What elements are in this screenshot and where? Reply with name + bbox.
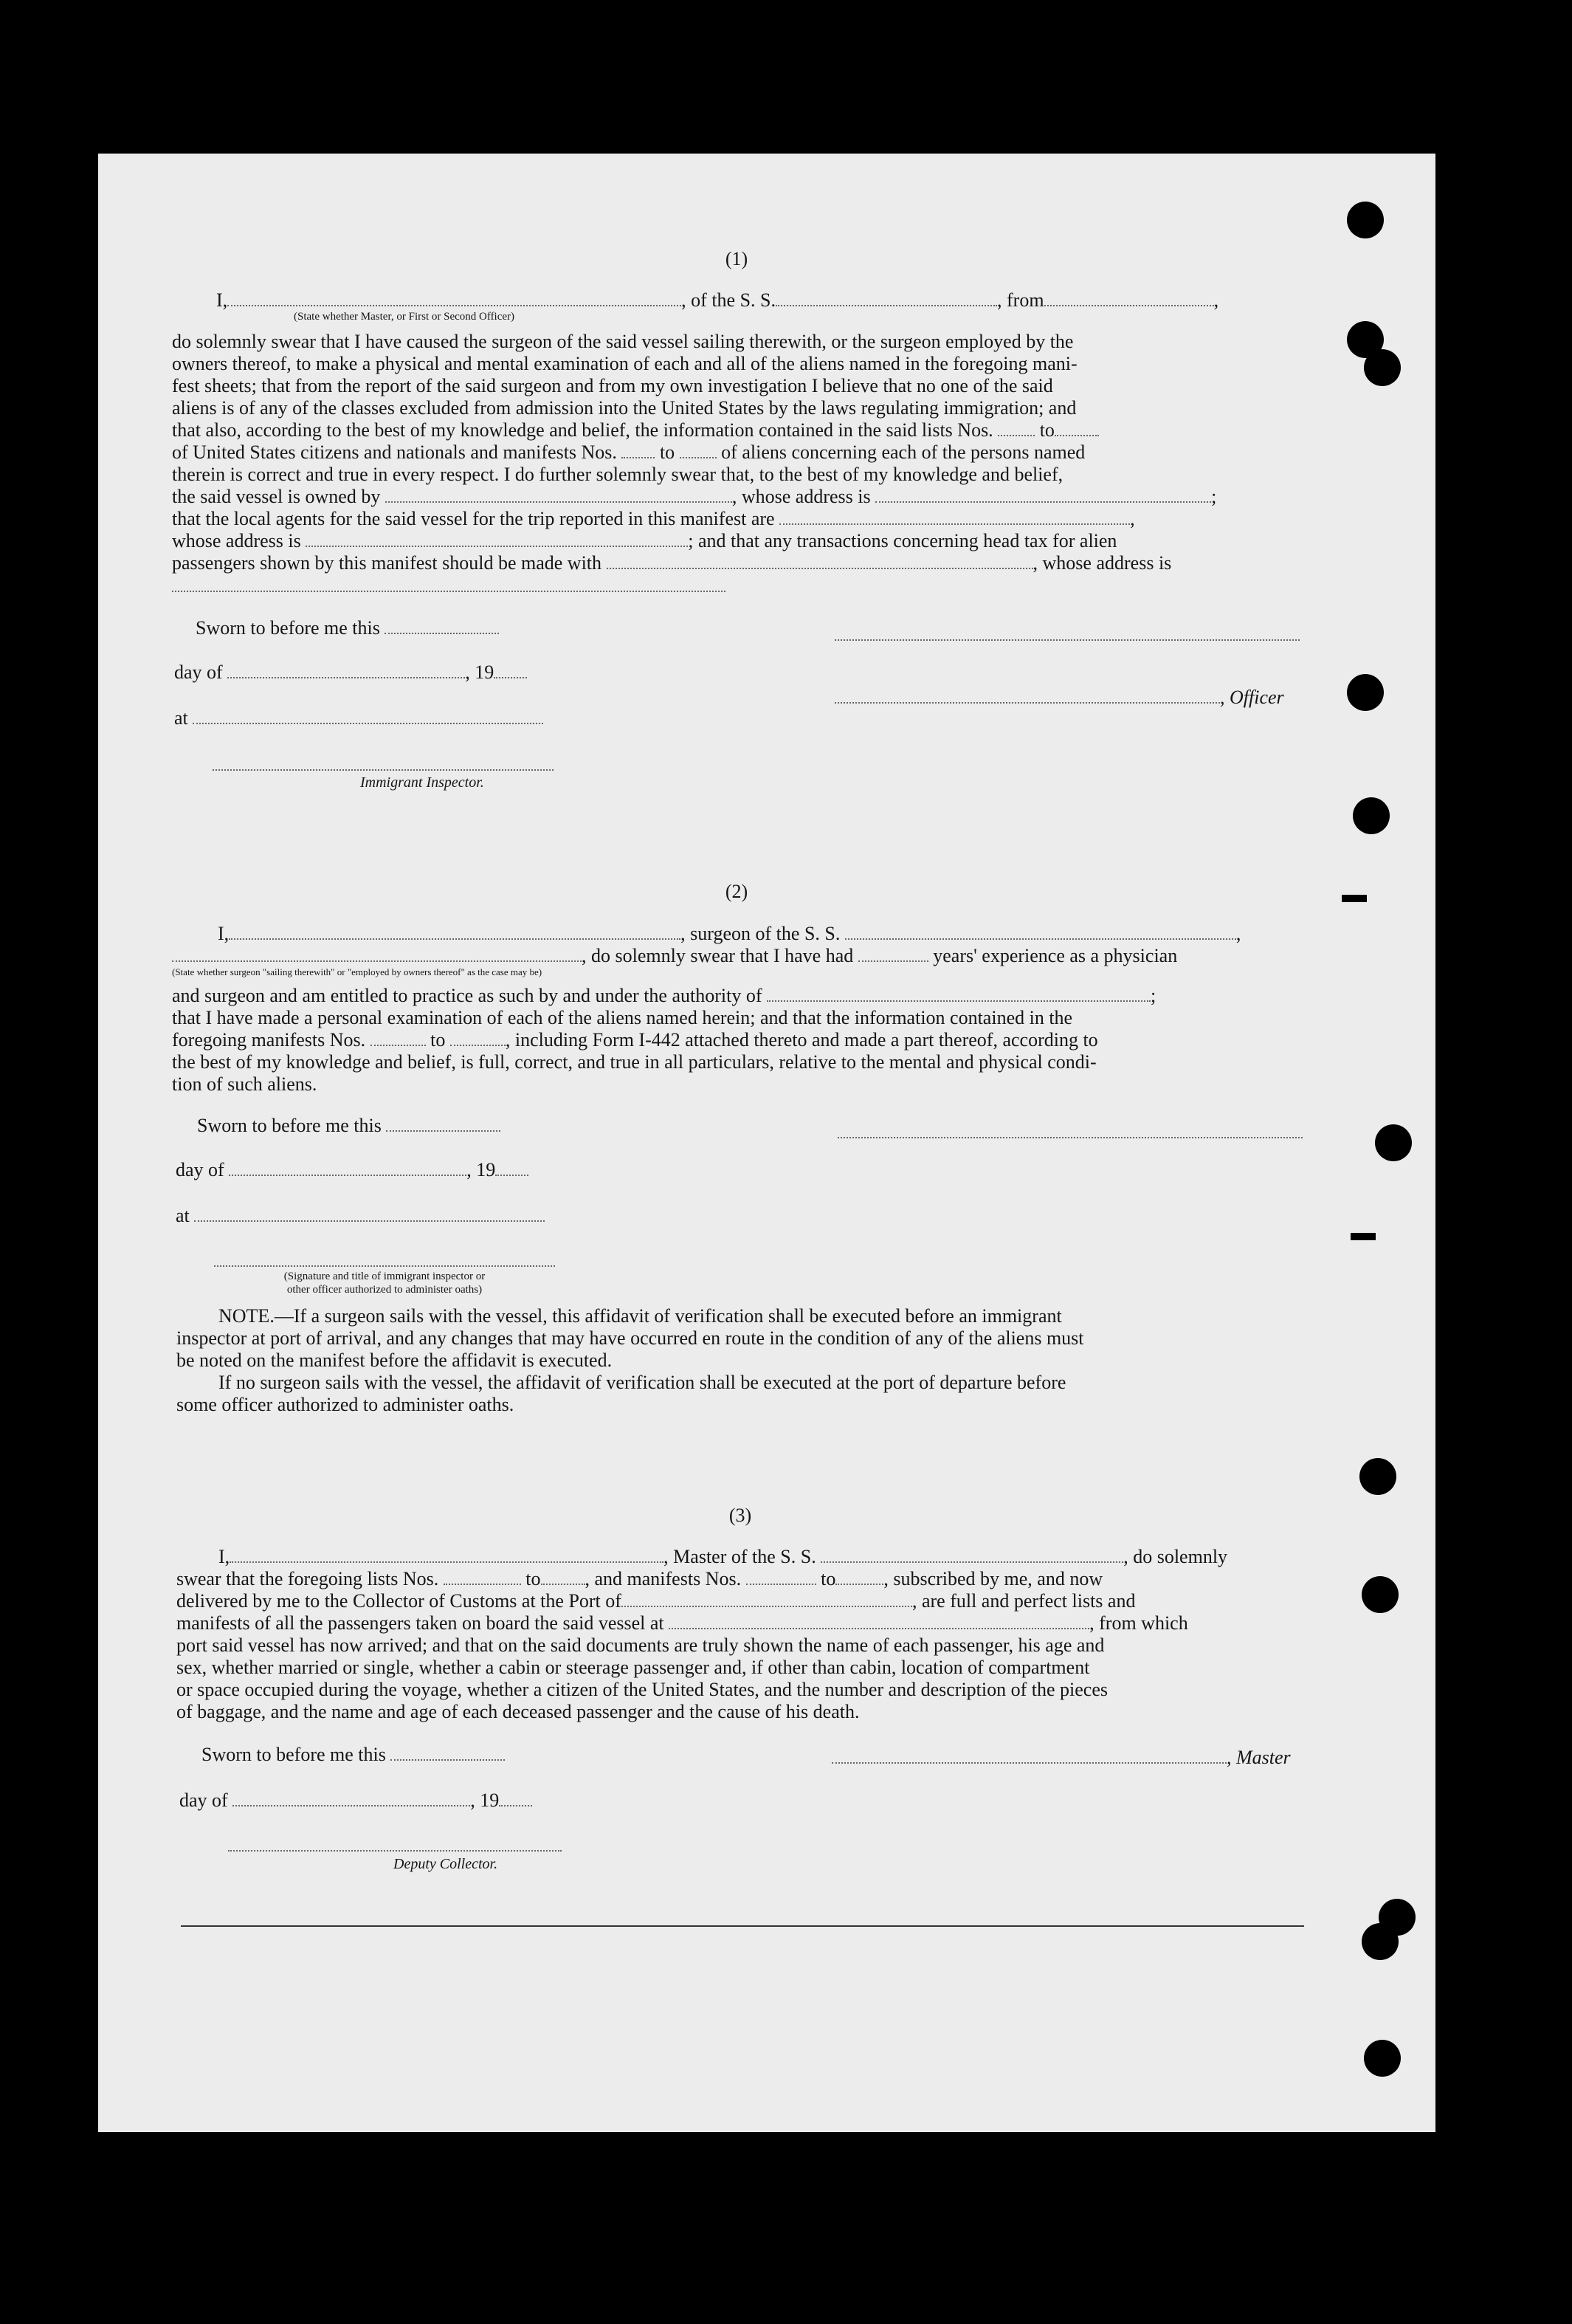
s2-signature-caption: (Signature and title of immigrant inspector or other officer authorized to administer oaths) <box>283 1271 486 1296</box>
s2-inspector-line <box>214 1264 555 1267</box>
s2-day-line: day of , 19 <box>176 1159 528 1181</box>
punch-hole <box>1362 1923 1399 1960</box>
s3-line-7: or space occupied during the voyage, whether a citizen of the United States, and the number and description of the pieces <box>176 1679 1109 1700</box>
s2-note-1: NOTE.—If a surgeon sails with the vessel, this affidavit of verification shall be executed before an immigrant <box>218 1305 1062 1327</box>
punch-hole <box>1353 797 1390 834</box>
s2-line-3: and surgeon and am entitled to practice as such by and under the authority of ; <box>172 985 1156 1006</box>
s1-officer-line: , Officer <box>835 687 1284 709</box>
s2-note-3: be noted on the manifest before the affidavit is executed. <box>176 1350 613 1371</box>
s1-line-7: of United States citizens and nationals and manifests Nos. to of aliens concerning each of the persons named <box>172 441 1086 463</box>
s1-address-line <box>172 589 725 592</box>
punch-hole <box>1362 1576 1399 1613</box>
s1-day-line: day of , 19 <box>174 661 527 684</box>
punch-hole <box>1375 1124 1412 1161</box>
s2-line-6: the best of my knowledge and belief, is full, correct, and true in all particulars, relative to the mental and physical condi- <box>172 1051 1097 1073</box>
s1-line-8: therein is correct and true in every respect. I do further solemnly swear that, to the best of my knowledge and belief, <box>172 464 1063 485</box>
s2-signature-line <box>838 1135 1303 1138</box>
punch-hole <box>1347 674 1384 711</box>
s1-line-11: whose address is ; and that any transactions concerning head tax for alien <box>172 530 1117 551</box>
section-3-number: (3) <box>728 1505 752 1526</box>
s2-surgeon-hint: (State whether surgeon "sailing therewith" or "employed by owners thereof" as the case may be) <box>172 966 542 977</box>
s2-sworn-line: Sworn to before me this <box>197 1115 500 1137</box>
s1-signature-line <box>835 638 1300 641</box>
s1-line-10: that the local agents for the said vessel for the trip reported in this manifest are , <box>172 508 1135 529</box>
punch-hole <box>1364 2040 1401 2077</box>
s3-collector-title: Deputy Collector. <box>393 1856 498 1872</box>
s2-at-line: at <box>176 1205 545 1227</box>
s2-line-2: , do solemnly swear that I have had years' experience as a physician <box>172 945 1177 967</box>
punch-mark <box>1351 1233 1376 1240</box>
s1-sworn-line: Sworn to before me this <box>196 617 499 639</box>
s1-inspector-title: Immigrant Inspector. <box>360 774 484 791</box>
s1-line-4: fest sheets; that from the report of the said surgeon and from my own investigation I believe that no one of the said <box>172 375 1053 396</box>
s2-note-2: inspector at port of arrival, and any changes that may have occurred en route in the condition of any of the aliens must <box>176 1327 1084 1349</box>
s1-inspector-line <box>213 768 554 771</box>
s2-line-1: I, , surgeon of the S. S. , <box>218 923 1241 944</box>
form-page <box>98 154 1435 2132</box>
s3-line-3: delivered by me to the Collector of Customs at the Port of , are full and perfect lists and <box>176 1590 1136 1612</box>
s2-line-7: tion of such aliens. <box>172 1073 317 1095</box>
section-2-number: (2) <box>725 881 748 902</box>
s1-line-2: do solemnly swear that I have caused the surgeon of the said vessel sailing therewith, or the surgeon employed by the <box>172 331 1074 352</box>
s1-line-1: I, , of the S. S. , from , <box>216 289 1219 311</box>
punch-hole <box>1359 1458 1396 1495</box>
s3-line-6: sex, whether married or single, whether a cabin or steerage passenger and, if other than cabin, location of compartment <box>176 1657 1090 1678</box>
punch-mark <box>1342 895 1367 902</box>
s1-line-6: that also, according to the best of my knowledge and belief, the information contained in the said lists Nos. to <box>172 419 1099 441</box>
s1-line-3: owners thereof, to make a physical and mental examination of each and all of the aliens named in the foregoing mani- <box>172 353 1078 374</box>
s3-master-line: , Master <box>832 1747 1291 1769</box>
punch-hole <box>1347 202 1384 238</box>
s2-note-5: some officer authorized to administer oaths. <box>176 1394 514 1415</box>
s1-at-line: at <box>174 707 543 729</box>
s2-line-4: that I have made a personal examination of each of the aliens named herein; and that the information contained in the <box>172 1007 1073 1028</box>
punch-hole <box>1364 349 1401 386</box>
s2-note-4: If no surgeon sails with the vessel, the affidavit of verification shall be executed at the port of departure before <box>218 1372 1066 1393</box>
s3-line-1: I, , Master of the S. S. , do solemnly <box>218 1546 1228 1567</box>
s1-line-5: aliens is of any of the classes excluded from admission into the United States by the laws regulating immigration; and <box>172 397 1077 419</box>
s3-line-4: manifests of all the passengers taken on board the said vessel at , from which <box>176 1612 1188 1634</box>
s1-officer-hint: (State whether Master, or First or Second Officer) <box>294 311 515 323</box>
s3-line-5: port said vessel has now arrived; and that on the said documents are truly shown the name of each passenger, his age and <box>176 1634 1105 1656</box>
s1-line-12: passengers shown by this manifest should be made with , whose address is <box>172 552 1172 574</box>
s3-line-2: swear that the foregoing lists Nos. to , and manifests Nos. to , subscribed by me, and now <box>176 1568 1103 1589</box>
s3-line-8: of baggage, and the name and age of each deceased passenger and the cause of his death. <box>176 1701 860 1722</box>
s3-day-line: day of , 19 <box>179 1790 532 1812</box>
s1-line-9: the said vessel is owned by , whose address is ; <box>172 486 1217 507</box>
s3-collector-line <box>228 1849 562 1852</box>
s3-sworn-line: Sworn to before me this <box>201 1744 505 1766</box>
s2-line-5: foregoing manifests Nos. to , including Form I-442 attached thereto and made a part thereof, according to <box>172 1029 1098 1051</box>
section-1-number: (1) <box>725 248 748 269</box>
bottom-rule <box>181 1925 1304 1927</box>
